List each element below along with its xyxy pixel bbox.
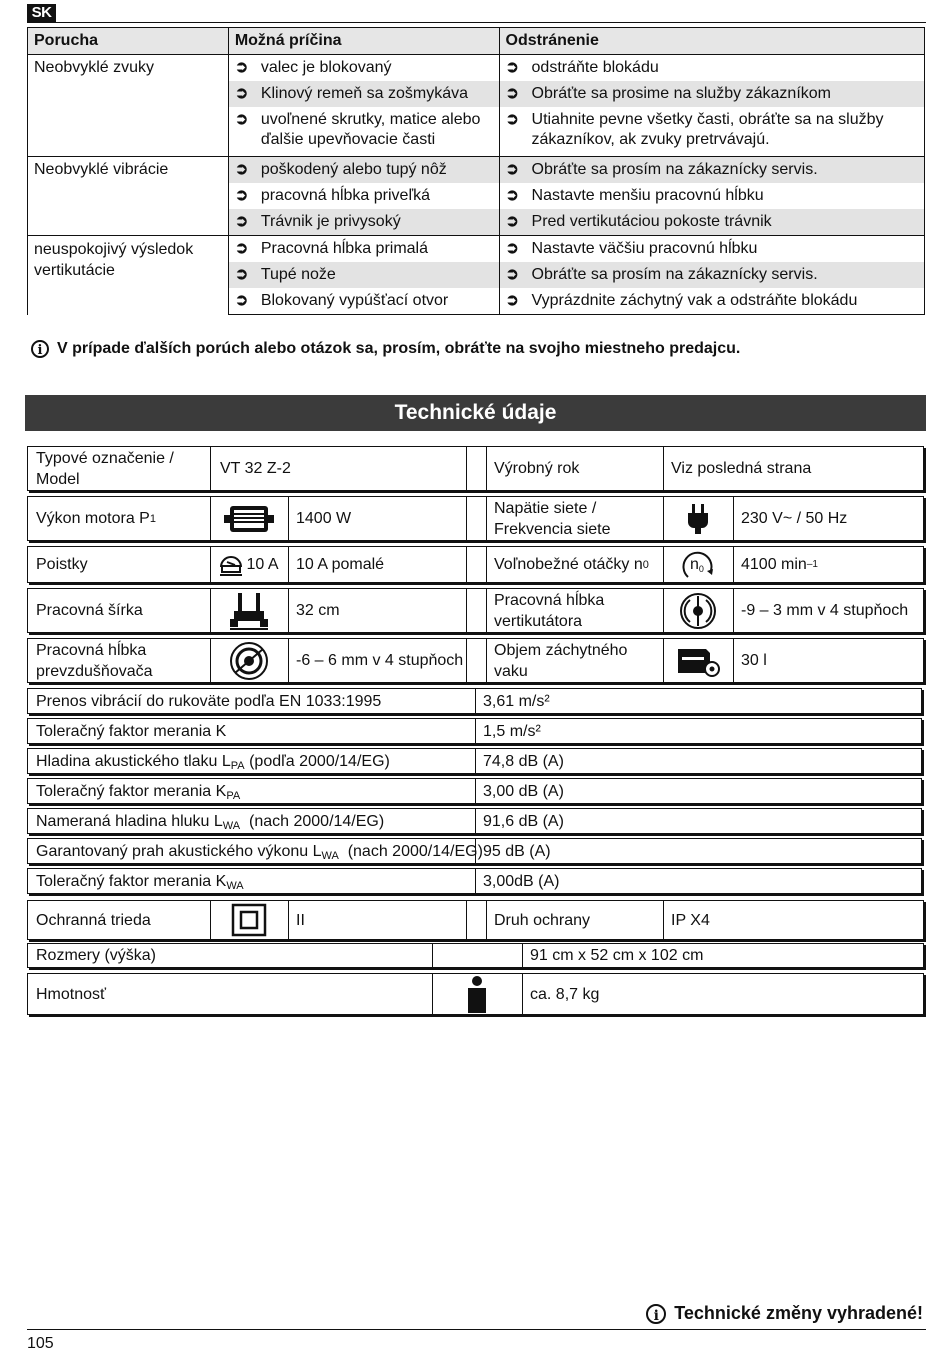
arrow-right-icon: ➲ — [505, 111, 519, 128]
type-value: VT 32 Z-2 — [220, 460, 291, 477]
remedy-cell: ➲ Nastavte menšiu pracovnú hĺbku — [499, 183, 924, 209]
aerator-label: Pracovná hĺbka prevzdušňovača — [36, 641, 153, 680]
plug-icon — [663, 497, 733, 540]
cause-cell: ➲ Trávnik je privysoký — [228, 209, 499, 236]
fault-cell: Neobvyklé vibrácie — [28, 157, 229, 184]
protection-type-label: Druh ochrany — [494, 911, 591, 929]
cause-cell: ➲ Klinový remeň sa zošmykáva — [228, 81, 499, 107]
voltage-label: Napätie siete / Frekvencia siete — [494, 499, 611, 538]
arrow-right-icon: ➲ — [234, 213, 249, 230]
fuse-value: 10 A pomalé — [296, 556, 385, 573]
weight-value: ca. 8,7 kg — [530, 985, 600, 1003]
language-badge: SK — [27, 4, 56, 22]
fuse-label: Poistky — [36, 556, 88, 573]
year-value: Viz posledná strana — [671, 460, 812, 477]
width-label: Pracovná šírka — [36, 602, 143, 619]
protection-type-value: IP X4 — [671, 911, 710, 929]
measurement-row: Toleračný faktor merania $K_{WA}$ 3,00dB (A) — [27, 868, 922, 894]
fault-cell: Neobvyklé zvuky — [28, 55, 229, 82]
table-row — [28, 107, 925, 157]
troubleshooting-table — [27, 27, 925, 315]
depth-label: Pracovná hĺbka vertikutátora — [494, 591, 605, 630]
cause-cell: ➲ pracovná hĺbka priveľká — [228, 183, 499, 209]
measurement-row: Toleračný faktor merania $K_{PA}$ 3,00 dB (A) — [27, 778, 922, 804]
type-label: Typové označenie / Model — [36, 449, 174, 488]
bag-label: Objem záchytného vaku — [494, 641, 628, 680]
cause-cell: ➲ poškodený alebo tupý nôž — [228, 157, 499, 184]
remedy-cell: ➲ Obráťte sa prosím na zákaznícky servis. — [499, 157, 924, 184]
weight-label: Hmotnosť — [36, 985, 107, 1003]
table-row — [28, 236, 925, 263]
motor-icon — [210, 497, 288, 540]
spec-row-fuse — [27, 546, 924, 583]
spec-row-dimensions — [27, 943, 924, 968]
double-insulation-icon — [210, 901, 288, 939]
measurement-row: Nameraná hladina hluku $L_{WA}$ (nach 2000/14/EG) 91,6 dB (A) — [27, 808, 922, 834]
tech-data-title: Technické údaje — [25, 395, 926, 431]
table-header-row — [28, 28, 925, 55]
bag-value: 30 l — [741, 652, 767, 669]
depth-value: -9 – 3 mm v 4 stupňoch — [741, 602, 909, 619]
arrow-right-icon: ➲ — [234, 292, 249, 309]
cause-cell: ➲ Tupé nože — [228, 262, 499, 288]
arrow-right-icon: ➲ — [505, 240, 519, 257]
arrow-right-icon: ➲ — [505, 85, 519, 102]
info-icon: i — [646, 1304, 666, 1324]
speed-icon: $n_0$ — [663, 547, 733, 582]
dimensions-label: Rozmery (výška) — [36, 947, 157, 964]
arrow-right-icon: ➲ — [505, 213, 519, 230]
spec-row-weight — [27, 973, 924, 1015]
cause-cell: ➲ uvoľnené skrutky, matice alebo ďalšie upevňovacie časti — [228, 107, 499, 157]
spec-row-aerator — [27, 638, 924, 683]
header-remedy: Odstránenie — [499, 28, 924, 55]
remedy-cell: ➲ Obráťte sa prosím na zákaznícky servis. — [499, 262, 924, 288]
spec-row-width — [27, 588, 924, 633]
header-cause: Možná príčina — [228, 28, 499, 55]
remedy-cell: ➲ Utiahnite pevne všetky časti, obráťte sa na služby zákazníkov, ak zvuky pretrvávajú. — [499, 107, 924, 157]
remedy-cell: ➲ odstráňte blokádu — [499, 55, 924, 82]
dealer-info-note: i V prípade ďalších porúch alebo otázok sa, prosím, obráťte na svojho miestneho predajcu. — [31, 340, 740, 358]
arrow-right-icon: ➲ — [234, 59, 249, 76]
spec-row-protection — [27, 900, 924, 940]
measurement-row: Toleračný faktor merania K 1,5 m/s² — [27, 718, 922, 744]
arrow-right-icon: ➲ — [505, 161, 519, 178]
table-row — [28, 209, 925, 236]
arrow-right-icon: ➲ — [234, 85, 249, 102]
aerator-value: -6 – 6 mm v 4 stupňoch — [296, 652, 464, 669]
table-row — [28, 55, 925, 82]
arrow-right-icon: ➲ — [505, 59, 519, 76]
table-row — [28, 81, 925, 107]
measurement-row: Hladina akustického tlaku $L_{PA}$ (podľa 2000/14/EG) 74,8 dB (A) — [27, 748, 922, 774]
motor-label: Výkon motora P 1 — [36, 510, 156, 527]
fault-cell — [28, 107, 229, 157]
fault-cell — [28, 183, 229, 209]
depth-icon — [663, 589, 733, 632]
arrow-right-icon: ➲ — [234, 187, 249, 204]
fault-cell: neuspokojivý výsledok vertikutácie — [28, 236, 229, 315]
spec-row-type — [27, 446, 924, 491]
remedy-cell: ➲ Pred vertikutáciou pokoste trávnik — [499, 209, 924, 236]
measurement-row: Garantovaný prah akustického výkonu $L_{WA}$ (nach 2000/14/EG) 95 dB (A) — [27, 838, 922, 864]
speed-value: 4100 min –1 — [741, 556, 818, 573]
arrow-right-icon: ➲ — [505, 266, 519, 283]
protection-class-label: Ochranná trieda — [36, 911, 151, 929]
dimensions-value: 91 cm x 52 cm x 102 cm — [530, 947, 704, 964]
speed-label: Voľnobežné otáčky n 0 — [494, 556, 649, 573]
header-rule — [27, 22, 926, 23]
fuse-icon: 10 A — [210, 547, 288, 582]
arrow-right-icon: ➲ — [234, 111, 249, 128]
arrow-right-icon: ➲ — [234, 266, 249, 283]
voltage-value: 230 V~ / 50 Hz — [741, 510, 848, 527]
cause-cell: ➲ Pracovná hĺbka primalá — [228, 236, 499, 263]
width-icon — [210, 589, 288, 632]
arrow-right-icon: ➲ — [234, 161, 249, 178]
cause-cell: ➲ valec je blokovaný — [228, 55, 499, 82]
table-row — [28, 183, 925, 209]
table-row — [28, 157, 925, 184]
width-value: 32 cm — [296, 602, 340, 619]
arrow-right-icon: ➲ — [234, 240, 249, 257]
header-fault: Porucha — [28, 28, 229, 55]
footer-rule — [27, 1329, 926, 1330]
remedy-cell: ➲ Nastavte väčšiu pracovnú hĺbku — [499, 236, 924, 263]
arrow-right-icon: ➲ — [505, 292, 519, 309]
cause-cell: ➲ Blokovaný vypúšťací otvor — [228, 288, 499, 315]
fault-cell — [28, 209, 229, 236]
grass-bag-icon — [663, 639, 733, 682]
info-icon: i — [31, 340, 49, 358]
spec-row-motor — [27, 496, 924, 541]
arrow-right-icon: ➲ — [505, 187, 519, 204]
year-label: Výrobný rok — [494, 460, 580, 477]
page-number: 105 — [27, 1335, 54, 1352]
aerator-icon — [210, 639, 288, 682]
weight-person-icon — [432, 974, 522, 1014]
measurement-row: Prenos vibrácií do rukoväte podľa EN 1033:1995 3,61 m/s² — [27, 688, 922, 714]
remedy-cell: ➲ Vyprázdnite záchytný vak a odstráňte blokádu — [499, 288, 924, 315]
remedy-cell: ➲ Obráťte sa prosime na služby zákazníkom — [499, 81, 924, 107]
fault-cell — [28, 81, 229, 107]
motor-value: 1400 W — [296, 510, 352, 527]
technical-changes-note: i Technické změny vyhradené! — [646, 1303, 923, 1324]
protection-class-value: II — [296, 911, 305, 929]
